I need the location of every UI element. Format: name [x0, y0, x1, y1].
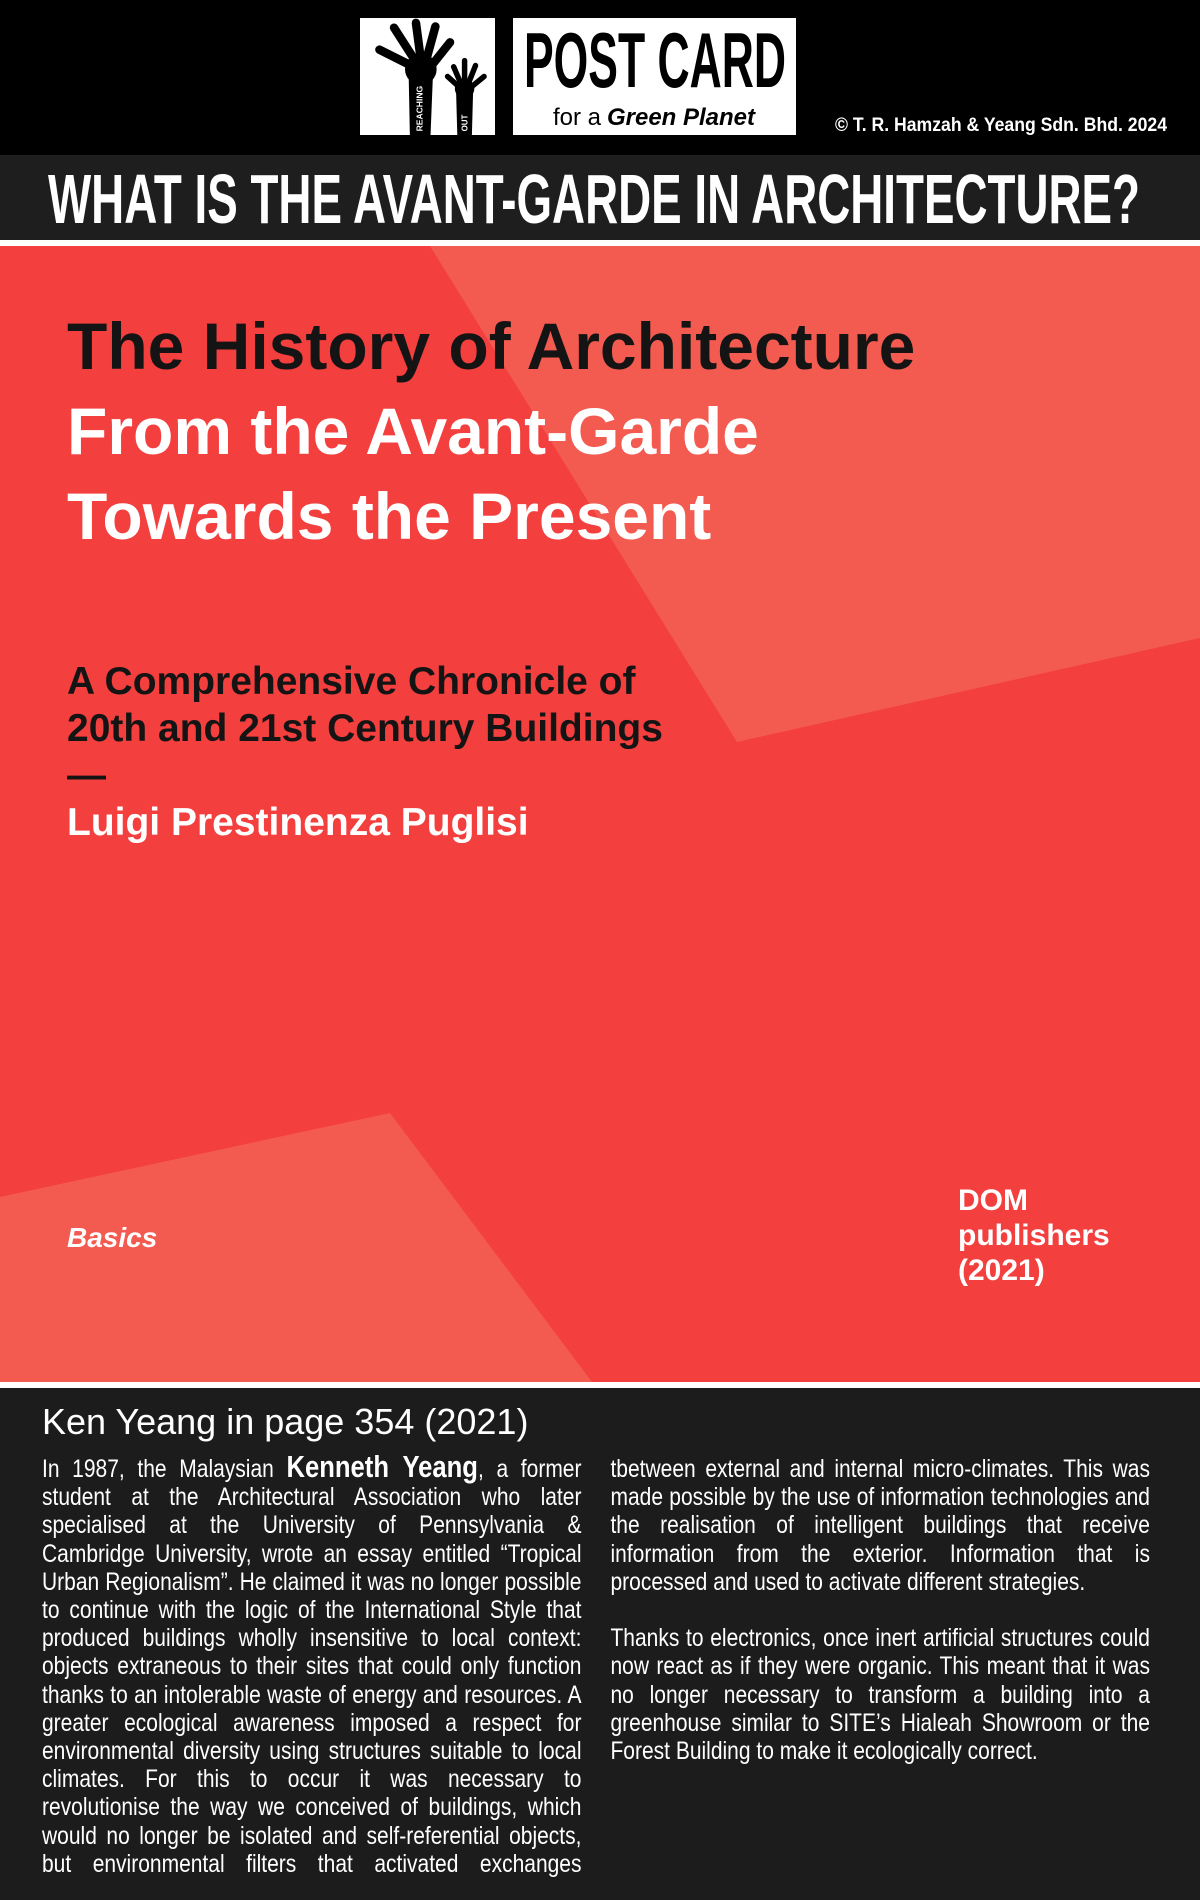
- publisher-line: (2021): [958, 1254, 1045, 1287]
- tagline-prefix: for a: [553, 104, 602, 131]
- publisher-label: [958, 1183, 1110, 1288]
- subtitle-separator: —: [67, 754, 106, 797]
- headline-bar: [0, 155, 1200, 240]
- excerpt-heading: Ken Yeang in page 354 (2021): [42, 1401, 529, 1442]
- excerpt-paragraph: Thanks to electronics, once inert artificial structures could now react as if they were organic. This meant that it was no longer necessary to transform a building into a greenhouse similar to SITE’s Hialeah Showroom or the Forest Building to make it ecologically correct.: [610, 1624, 1150, 1766]
- book-title: [67, 304, 915, 559]
- header: [0, 0, 1200, 155]
- tagline-emphasis: Green Planet: [607, 104, 755, 131]
- logo-text-reaching: REACHING: [414, 85, 425, 132]
- excerpt-paragraph-lead: In 1987, the Malaysian: [42, 1455, 287, 1483]
- reaching-out-logo: [360, 18, 495, 135]
- highlighted-name: Kenneth Yeang: [286, 1450, 478, 1484]
- book-subtitle-line: 20th and 21st Century Buildings: [67, 707, 663, 750]
- excerpt-paragraph-rest: , a former student at the Architectural Association who later specialised at the University of Pennsylvania & Cambridge University, wrote an essay entitled “Tropical Urban Regionalism”. He claimed it was no longer possible to continue with the logic of the International Style that produced buildings wholly insensitive to local context: objects extraneous to their sites that could only function thanks to an intolerable waste of energy and resources. A greater ecological awareness imposed a respect for environmental diversity using structures suitable to local climates. For this to occur it was necessary to revolutionise the way we conceived of buildings, which would no longer be isolated and self-referential objects, but environmental filters that activated exchanges tbetween external and internal micro-climates. This was made possible by the use of information technologies and the realisation of intelligent buildings that receive information from the exterior. Information that is processed and used to activate different strategies.: [42, 1455, 1150, 1878]
- page-headline: WHAT IS THE AVANT-GARDE IN ARCHITECTURE?: [48, 160, 1140, 238]
- series-label: Basics: [67, 1222, 158, 1253]
- postcard-tagline: [553, 106, 755, 130]
- publisher-line: DOM: [958, 1184, 1028, 1217]
- copyright-notice: © T. R. Hamzah & Yeang Sdn. Bhd. 2024: [835, 115, 1167, 136]
- postcard-badge: [513, 18, 796, 135]
- book-subtitle-line: A Comprehensive Chronicle of: [67, 660, 636, 703]
- book-title-line: The History of Architecture: [67, 309, 916, 383]
- excerpt-body: [42, 1450, 1150, 1879]
- large-hand-middle-finger: [416, 23, 421, 60]
- logo-text-out: OUT: [460, 114, 470, 132]
- book-title-line: From the Avant-Garde: [67, 394, 759, 468]
- postcard-title: POST CARD: [524, 18, 786, 104]
- hands-logo-graphic: [360, 18, 495, 135]
- book-title-line: Towards the Present: [67, 479, 712, 553]
- excerpt-section: [0, 1388, 1200, 1900]
- book-subtitle: [67, 658, 663, 846]
- book-author: Luigi Prestinenza Puglisi: [67, 801, 529, 844]
- publisher-line: publishers: [958, 1219, 1110, 1252]
- book-cover: [0, 246, 1200, 1382]
